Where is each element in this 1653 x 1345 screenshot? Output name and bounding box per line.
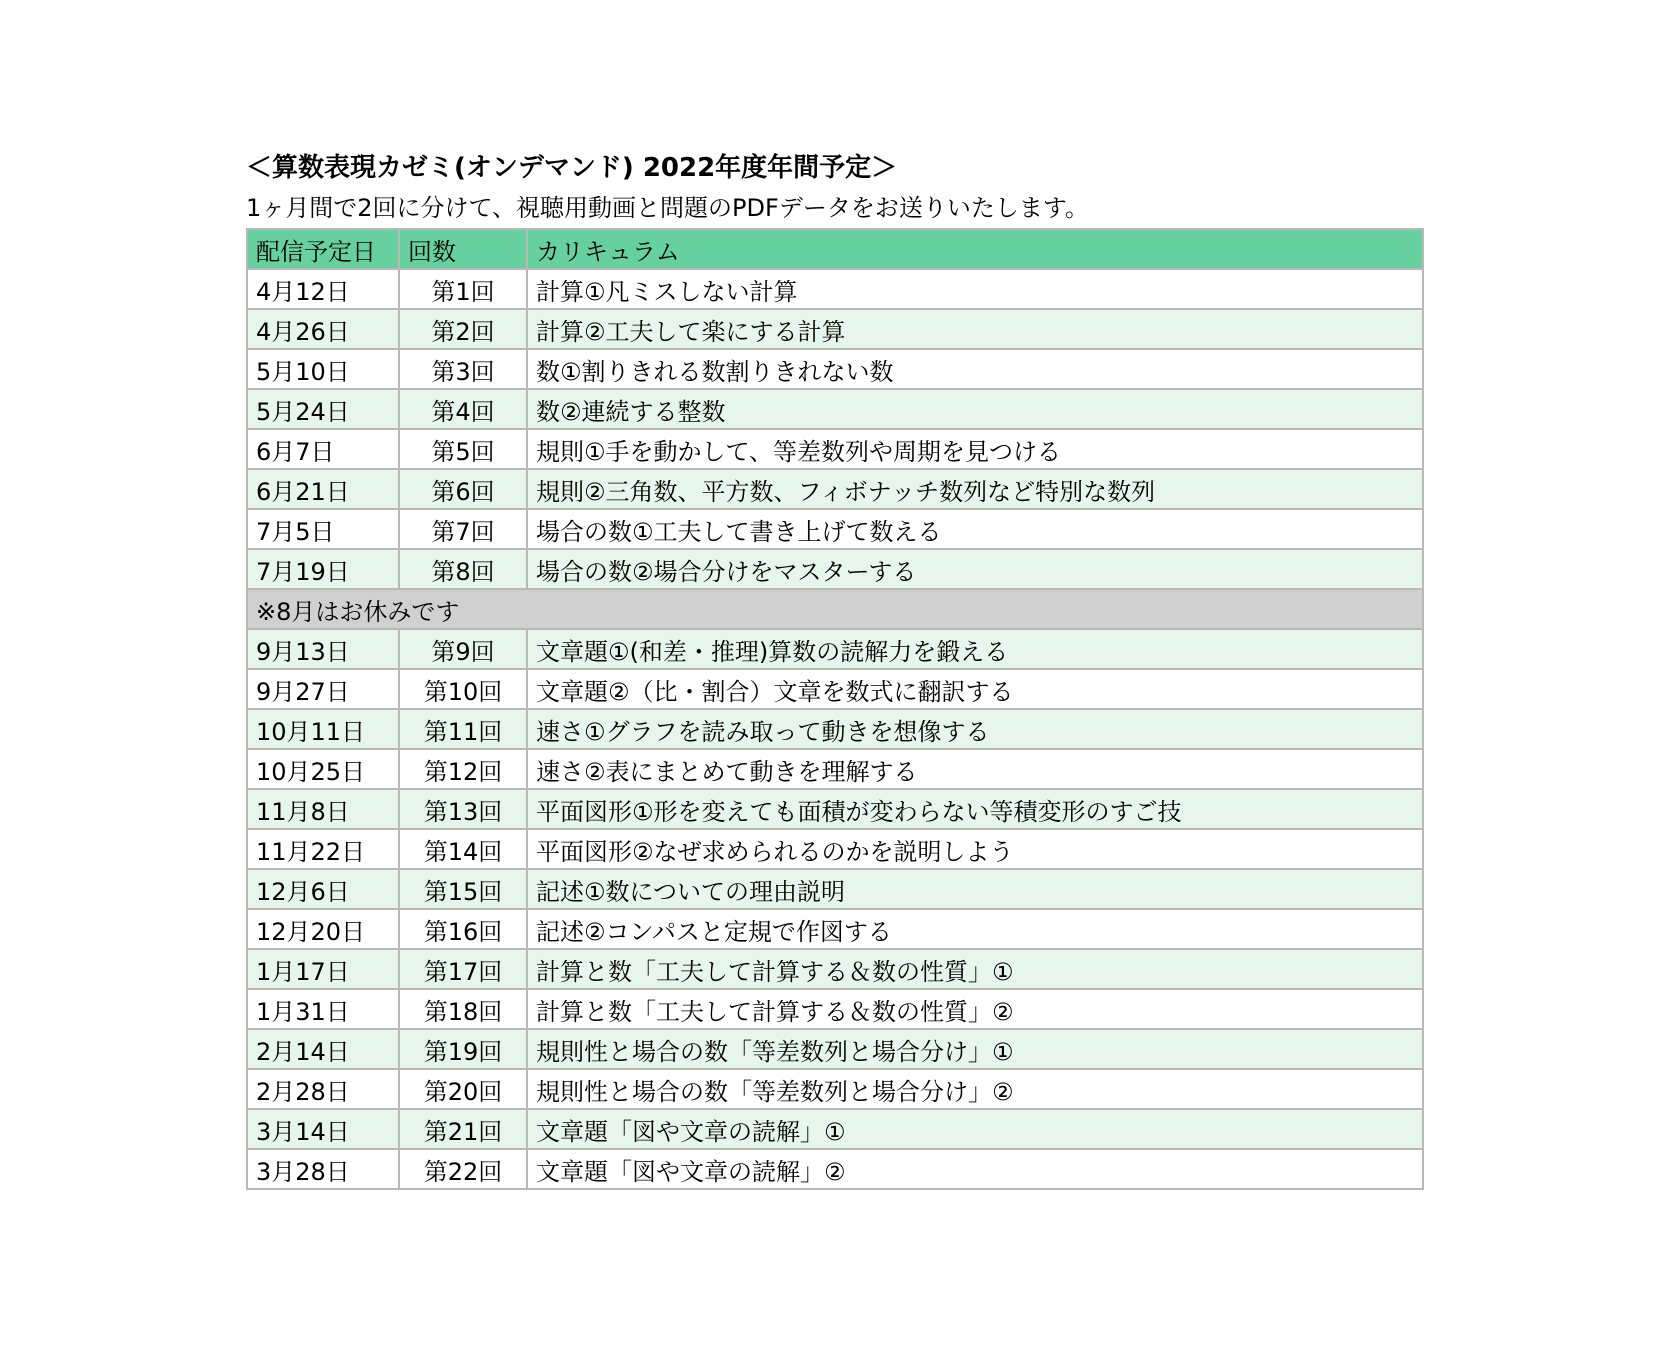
cell-date: 4月26日 <box>247 309 399 349</box>
cell-curriculum: 計算と数「工夫して計算する＆数の性質」② <box>527 989 1423 1029</box>
table-row <box>247 989 1423 1029</box>
cell-curriculum: 計算②工夫して楽にする計算 <box>527 309 1423 349</box>
table-row <box>247 1029 1423 1069</box>
cell-date: 10月11日 <box>247 709 399 749</box>
cell-number: 第5回 <box>399 429 527 469</box>
cell-curriculum: 規則②三角数、平方数、フィボナッチ数列など特別な数列 <box>527 469 1423 509</box>
cell-date: 7月5日 <box>247 509 399 549</box>
cell-number: 第21回 <box>399 1109 527 1149</box>
table-row <box>247 949 1423 989</box>
cell-number: 第2回 <box>399 309 527 349</box>
cell-number: 第17回 <box>399 949 527 989</box>
cell-date: 9月27日 <box>247 669 399 709</box>
table-row <box>247 829 1423 869</box>
cell-curriculum: 記述①数についての理由説明 <box>527 869 1423 909</box>
cell-curriculum: 規則①手を動かして、等差数列や周期を見つける <box>527 429 1423 469</box>
cell-date: 2月14日 <box>247 1029 399 1069</box>
august-break-note: ※8月はお休みです <box>247 589 1423 629</box>
cell-curriculum: 規則性と場合の数「等差数列と場合分け」② <box>527 1069 1423 1109</box>
table-row <box>247 309 1423 349</box>
table-row <box>247 709 1423 749</box>
table-body <box>247 269 1423 1189</box>
cell-date: 1月31日 <box>247 989 399 1029</box>
cell-curriculum: 平面図形①形を変えても面積が変わらない等積変形のすご技 <box>527 789 1423 829</box>
cell-date: 11月8日 <box>247 789 399 829</box>
cell-date: 5月10日 <box>247 349 399 389</box>
cell-curriculum: 規則性と場合の数「等差数列と場合分け」① <box>527 1029 1423 1069</box>
schedule-document <box>246 148 1422 1190</box>
table-row <box>247 549 1423 589</box>
table-row <box>247 789 1423 829</box>
table-row <box>247 1149 1423 1189</box>
cell-number: 第8回 <box>399 549 527 589</box>
cell-curriculum: 文章題「図や文章の読解」① <box>527 1109 1423 1149</box>
cell-curriculum: 場合の数②場合分けをマスターする <box>527 549 1423 589</box>
table-row <box>247 749 1423 789</box>
cell-number: 第14回 <box>399 829 527 869</box>
cell-number: 第16回 <box>399 909 527 949</box>
cell-curriculum: 計算①凡ミスしない計算 <box>527 269 1423 309</box>
note-row <box>247 589 1423 629</box>
cell-number: 第4回 <box>399 389 527 429</box>
cell-date: 5月24日 <box>247 389 399 429</box>
cell-number: 第20回 <box>399 1069 527 1109</box>
cell-date: 12月20日 <box>247 909 399 949</box>
cell-number: 第6回 <box>399 469 527 509</box>
table-header-row <box>247 229 1423 269</box>
header-date: 配信予定日 <box>247 229 399 269</box>
document-title: ＜算数表現カゼミ(オンデマンド) 2022年度年間予定＞ <box>246 153 898 183</box>
cell-number: 第1回 <box>399 269 527 309</box>
cell-date: 10月25日 <box>247 749 399 789</box>
cell-number: 第22回 <box>399 1149 527 1189</box>
table-row <box>247 669 1423 709</box>
cell-date: 3月28日 <box>247 1149 399 1189</box>
table-row <box>247 629 1423 669</box>
cell-curriculum: 文章題①(和差・推理)算数の読解力を鍛える <box>527 629 1423 669</box>
table-row <box>247 469 1423 509</box>
cell-date: 11月22日 <box>247 829 399 869</box>
table-row <box>247 909 1423 949</box>
cell-number: 第3回 <box>399 349 527 389</box>
table-row <box>247 389 1423 429</box>
cell-number: 第15回 <box>399 869 527 909</box>
cell-date: 9月13日 <box>247 629 399 669</box>
cell-curriculum: 速さ①グラフを読み取って動きを想像する <box>527 709 1423 749</box>
cell-date: 2月28日 <box>247 1069 399 1109</box>
cell-number: 第11回 <box>399 709 527 749</box>
table-row <box>247 1069 1423 1109</box>
cell-curriculum: 文章題「図や文章の読解」② <box>527 1149 1423 1189</box>
table-row <box>247 509 1423 549</box>
cell-curriculum: 速さ②表にまとめて動きを理解する <box>527 749 1423 789</box>
document-subtitle: 1ヶ月間で2回に分けて、視聴用動画と問題のPDFデータをお送りいたします。 <box>246 194 1089 222</box>
table-row <box>247 1109 1423 1149</box>
cell-curriculum: 記述②コンパスと定規で作図する <box>527 909 1423 949</box>
cell-curriculum: 計算と数「工夫して計算する＆数の性質」① <box>527 949 1423 989</box>
cell-curriculum: 場合の数①工夫して書き上げて数える <box>527 509 1423 549</box>
cell-date: 4月12日 <box>247 269 399 309</box>
cell-curriculum: 数①割りきれる数割りきれない数 <box>527 349 1423 389</box>
cell-curriculum: 文章題②（比・割合）文章を数式に翻訳する <box>527 669 1423 709</box>
cell-number: 第18回 <box>399 989 527 1029</box>
header-curriculum: カリキュラム <box>527 229 1423 269</box>
cell-date: 12月6日 <box>247 869 399 909</box>
cell-curriculum: 数②連続する整数 <box>527 389 1423 429</box>
cell-date: 7月19日 <box>247 549 399 589</box>
cell-date: 3月14日 <box>247 1109 399 1149</box>
cell-number: 第9回 <box>399 629 527 669</box>
header-number: 回数 <box>399 229 527 269</box>
schedule-table <box>246 228 1424 1190</box>
cell-number: 第12回 <box>399 749 527 789</box>
table-row <box>247 269 1423 309</box>
table-row <box>247 349 1423 389</box>
table-row <box>247 869 1423 909</box>
cell-date: 6月21日 <box>247 469 399 509</box>
cell-number: 第13回 <box>399 789 527 829</box>
cell-number: 第10回 <box>399 669 527 709</box>
table-row <box>247 429 1423 469</box>
cell-number: 第7回 <box>399 509 527 549</box>
cell-date: 1月17日 <box>247 949 399 989</box>
cell-date: 6月7日 <box>247 429 399 469</box>
cell-number: 第19回 <box>399 1029 527 1069</box>
cell-curriculum: 平面図形②なぜ求められるのかを説明しよう <box>527 829 1423 869</box>
